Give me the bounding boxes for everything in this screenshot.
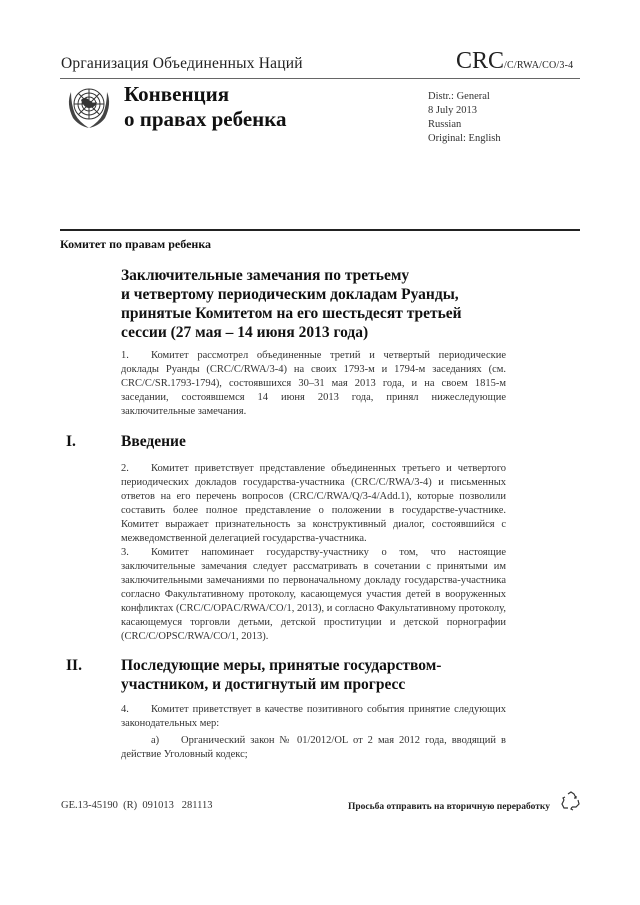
document-title-line: принятые Комитетом на его шестьдесят третьей — [121, 305, 462, 322]
section-number: II. — [66, 657, 82, 674]
convention-title-line1: Конвенция — [124, 82, 230, 106]
distr-language: Russian — [428, 119, 462, 130]
section-rule — [60, 229, 580, 231]
header-rule — [60, 78, 580, 79]
paragraph-2 — [121, 462, 506, 546]
paragraph-1 — [121, 349, 506, 419]
document-title — [121, 266, 511, 342]
recycle-icon — [560, 790, 582, 812]
recycle-note: Просьба отправить на вторичную переработку — [348, 802, 550, 812]
section-heading-1 — [66, 432, 461, 451]
committee-name: Комитет по правам ребенка — [60, 237, 212, 251]
paragraph-number: 3. — [121, 547, 129, 558]
organization-name: Организация Объединенных Наций — [61, 55, 303, 72]
paragraph-number: 4. — [121, 704, 129, 715]
distribution-block — [428, 90, 501, 146]
document-title-line: сессии (27 мая – 14 июня 2013 года) — [121, 324, 369, 341]
paragraph-number: 2. — [121, 463, 129, 474]
paragraph-text: Комитет приветствует представление объединенных третьего и четвертого периодических докладов государства-участника (CRC/C/RWA/3-4) и письменных ответов на его перечень вопросов (CRC/C/RWA/Q/3-4/Add.1), которые позволили составить более полное представление о положении в государстве-участнике. Комитет выражает признательность за конструктивный диалог, состоявшийся с межведомственной делегацией государства-участника. — [121, 463, 506, 544]
paragraph-3 — [121, 546, 506, 644]
paragraph-text: Органический закон № 01/2012/OL от 2 мая 2012 года, вводящий в действие Уголовный кодекс; — [121, 735, 506, 760]
paragraph-text: Комитет приветствует в качестве позитивного события принятие следующих законодательных мер: — [121, 704, 506, 729]
paragraph-text: Комитет рассмотрел объединенные третий и четвертый периодические доклады Руанды (CRC/C/RWA/3-4) на своих 1793-м и 1794-м заседаниях (см. CRC/C/SR.1793-1794), состоявшихся 30–31 мая 2013 года, и на своем 1815-м заседании, состоявшемся 14 июня 2013 года, принял нижеследующие заключительные замечания. — [121, 350, 506, 417]
section-number: I. — [66, 433, 76, 450]
document-symbol — [456, 48, 573, 75]
section-title: Введение — [121, 433, 186, 450]
section-heading-2 — [66, 656, 461, 694]
convention-title-line2: о правах ребенка — [124, 107, 287, 131]
distr-status: Distr.: General — [428, 91, 490, 102]
distr-original: Original: English — [428, 133, 501, 144]
paragraph-4 — [121, 703, 506, 731]
distr-date: 8 July 2013 — [428, 105, 478, 116]
document-id: GE.13-45190 (R) 091013 281113 — [61, 800, 213, 811]
document-title-line: и четвертому периодическим докладам Руанды, — [121, 286, 459, 303]
subparagraph-a — [121, 734, 506, 762]
convention-title — [124, 82, 287, 132]
symbol-main: CRC — [456, 48, 505, 74]
paragraph-text: Комитет напоминает государству-участнику о том, что настоящие заключительные замечания следует рассматривать в сочетании с принятыми им заключительными замечаниями по первоначальному докладу государства-участника согласно Факультативному протоколу, касающемуся участия детей в вооруженных конфликтах (CRC/C/OPAC/RWA/CO/1, 2013), и согласно Факультативному протоколу, касающемуся торговли детьми, детской проституции и детской порнографии (CRC/C/OPSC/RWA/CO/1, 2013). — [121, 547, 506, 642]
section-title: Последующие меры, принятые государством-участником, и достигнутый им прогресс — [121, 657, 442, 693]
paragraph-number: 1. — [121, 350, 129, 361]
subparagraph-letter: a) — [151, 735, 160, 746]
document-title-line: Заключительные замечания по третьему — [121, 267, 410, 284]
symbol-suffix: /C/RWA/CO/3-4 — [504, 60, 574, 71]
un-emblem-icon — [63, 80, 115, 132]
